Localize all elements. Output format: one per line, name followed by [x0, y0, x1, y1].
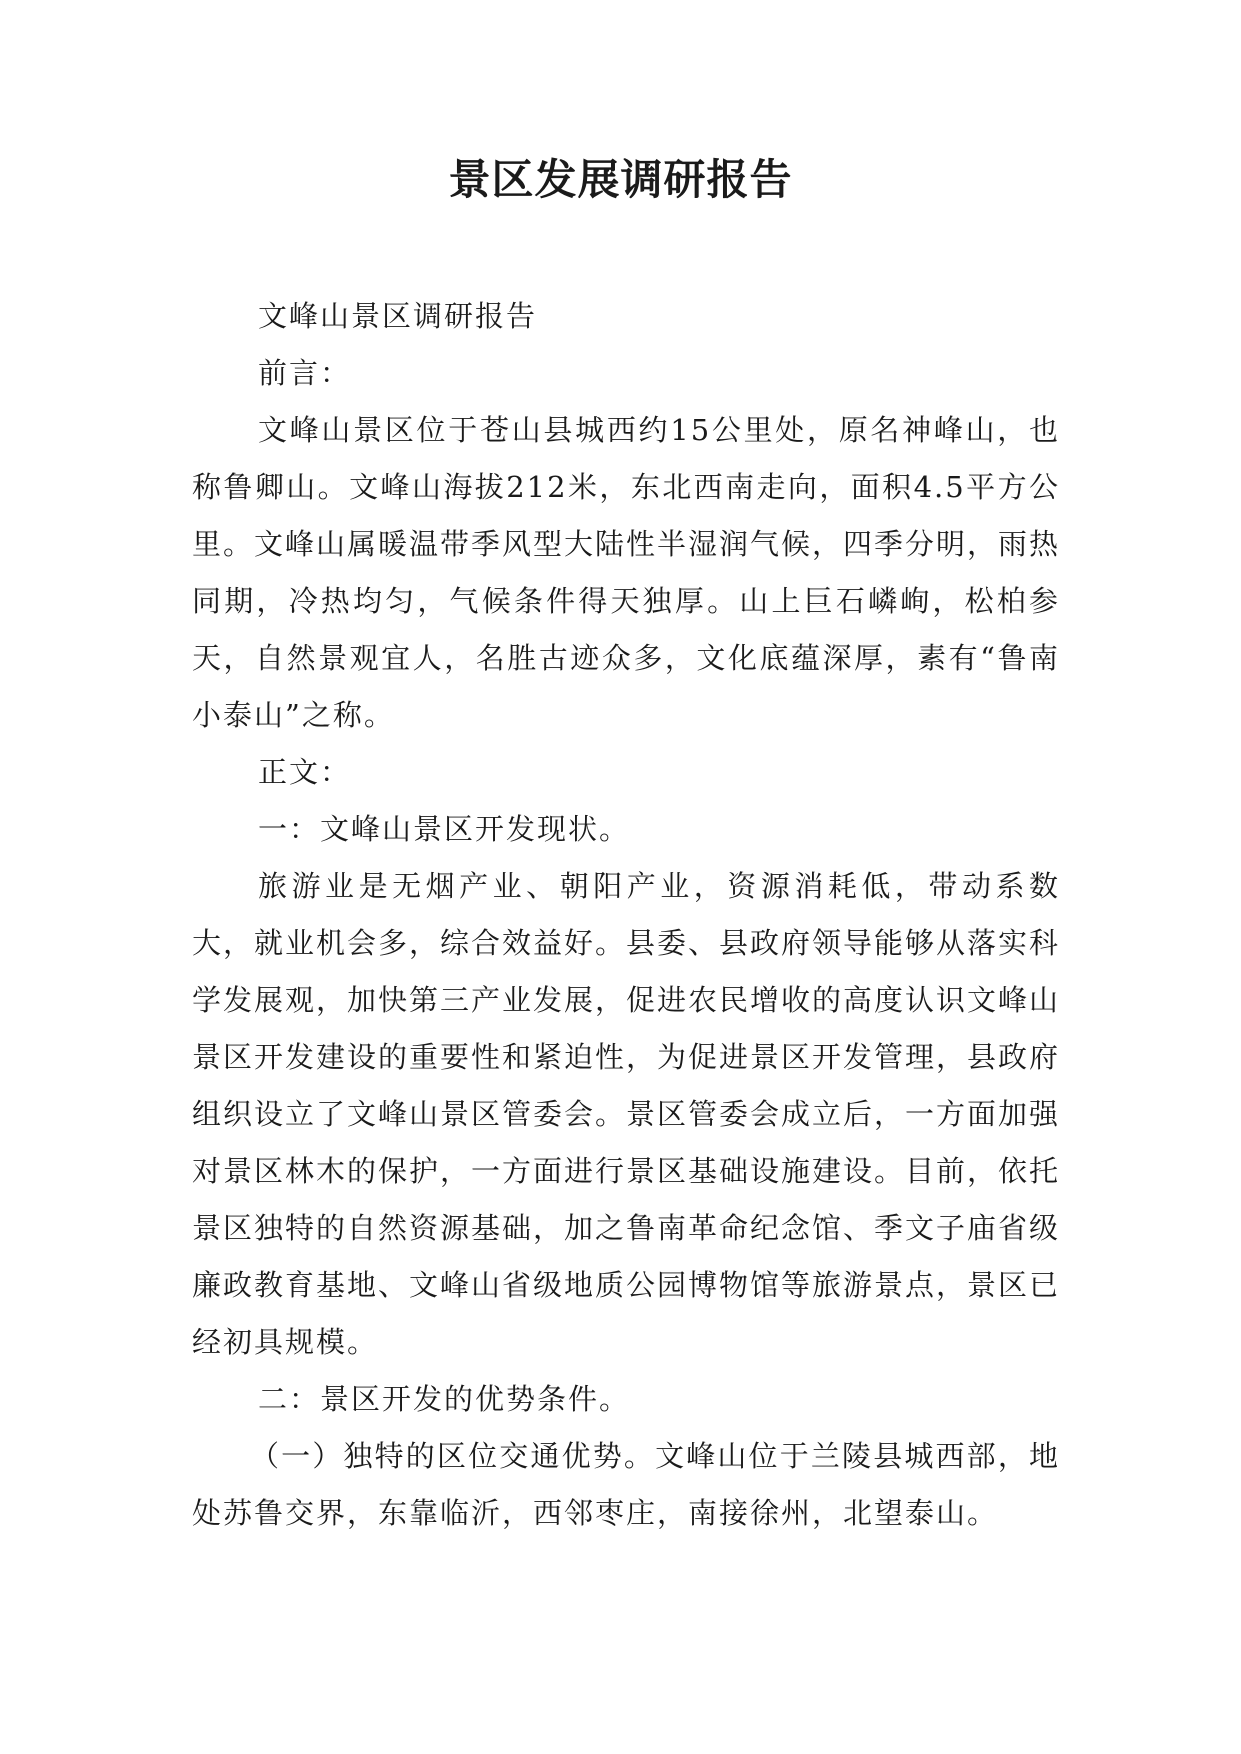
section-heading-main-text: 正文： [258, 755, 352, 789]
document-title: 景区发展调研报告 [448, 155, 793, 204]
advantage-location-paragraph: （一）独特的区位交通优势。文峰山位于兰陵县城西部，地处苏鲁交界，东靠临沂，西邻枣庄，南接徐州，北望泰山。 [192, 1439, 1060, 1530]
development-status-paragraph: 旅游业是无烟产业、朝阳产业，资源消耗低，带动系数大，就业机会多，综合效益好。县委、县政府领导能够从落实科学发展观，加快第三产业发展，促进农民增收的高度认识文峰山景区开发建设的重要性和紧迫性，为促进景区开发管理，县政府组织设立了文峰山景区管委会。景区管委会成立后，一方面加强对景区林木的保护，一方面进行景区基础设施建设。目前，依托景区独特的自然资源基础，加之鲁南革命纪念馆、季文子庙省级廉政教育基地、文峰山省级地质公园博物馆等旅游景点，景区已经初具规模。 [192, 869, 1061, 1359]
section-heading-preface: 前言： [258, 356, 352, 390]
document-body [192, 288, 1060, 1542]
section-heading-development-status: 一：文峰山景区开发现状。 [258, 812, 631, 846]
preface-paragraph: 文峰山景区位于苍山县城西约15公里处，原名神峰山，也称鲁卿山。文峰山海拔212米，东北西南走向，面积4.5平方公里。文峰山属暖温带季风型大陆性半湿润气候，四季分明，雨热同期，冷热均匀，气候条件得天独厚。山上巨石嶙峋，松柏参天，自然景观宜人，名胜古迹众多，文化底蕴深厚，素有“鲁南小泰山”之称。 [192, 413, 1061, 732]
section-heading-advantages: 二：景区开发的优势条件。 [258, 1382, 631, 1416]
report-subtitle: 文峰山景区调研报告 [258, 299, 538, 333]
